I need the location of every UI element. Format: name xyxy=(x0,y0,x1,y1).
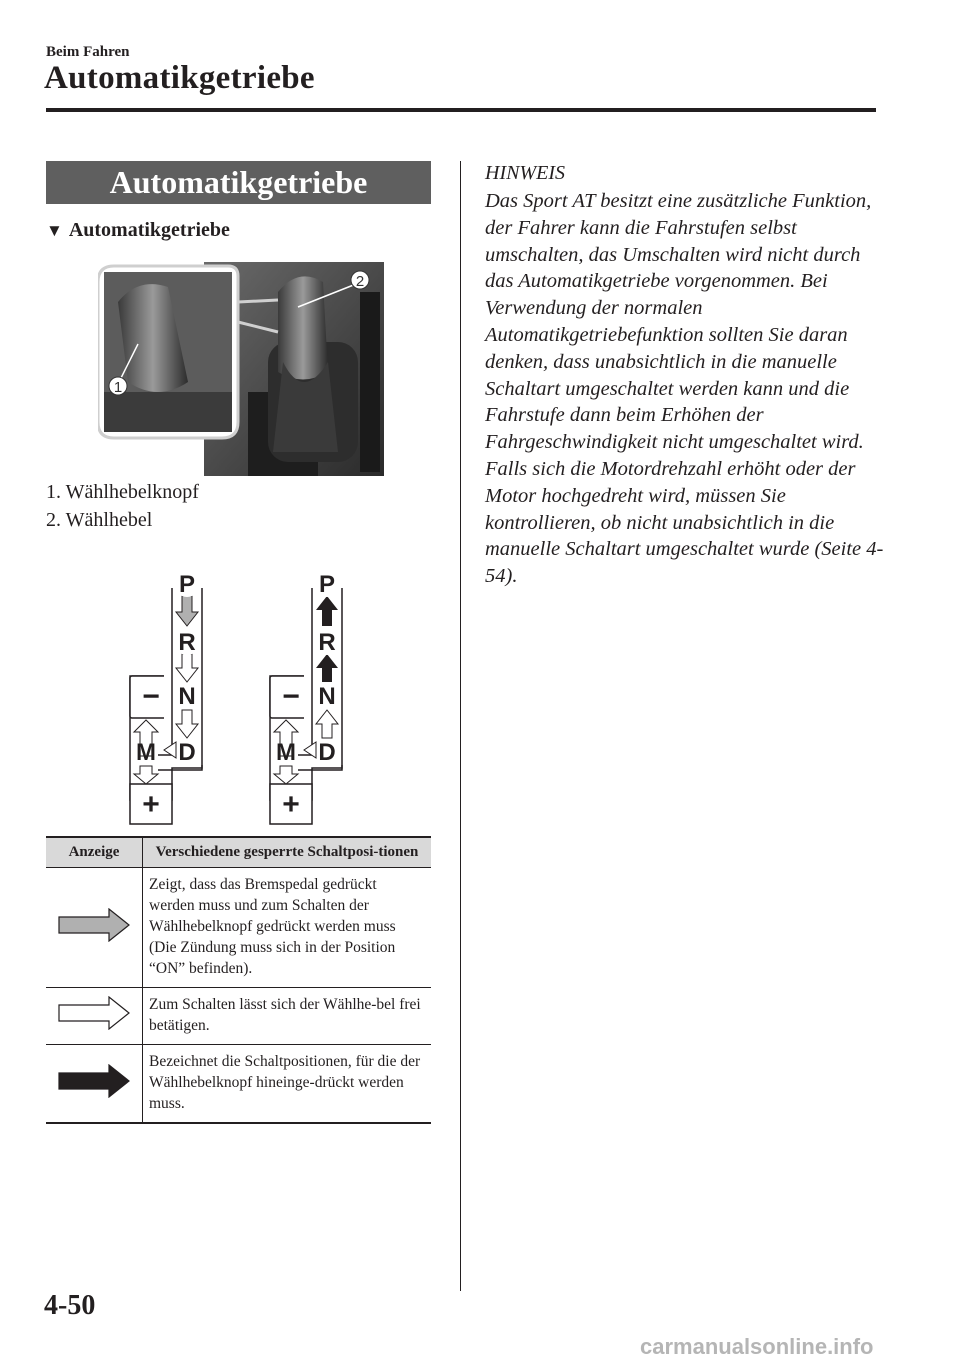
page-title: Automatikgetriebe xyxy=(44,60,315,96)
table-row xyxy=(46,1045,431,1124)
pos-n-right: N xyxy=(318,683,336,710)
table-header-row xyxy=(46,837,431,868)
pos-r-left: R xyxy=(178,629,196,656)
page-number: 4-50 xyxy=(44,1290,96,1321)
pos-plus-left: + xyxy=(142,788,160,821)
pos-plus-right: + xyxy=(282,788,300,821)
table-row xyxy=(46,988,431,1045)
callout-2-label: 2 xyxy=(355,273,365,290)
table-row xyxy=(46,868,431,988)
shift-pattern-diagrams xyxy=(120,560,380,825)
watermark: carmanualsonline.info xyxy=(640,1334,874,1359)
subheading xyxy=(46,219,230,242)
pos-d-left: D xyxy=(178,739,196,766)
row-text: Bezeichnet die Schaltpositionen, für die der Wählhebelknopf hineinge-drückt werden muss. xyxy=(143,1045,432,1124)
shift-lever xyxy=(278,276,328,379)
shift-pattern-left xyxy=(130,565,210,824)
column-divider xyxy=(460,161,461,1291)
pos-d-right: D xyxy=(318,739,336,766)
white-arrow-icon xyxy=(46,988,143,1045)
pos-p-right: P xyxy=(318,571,336,598)
note-body: Das Sport AT besitzt eine zusätzliche Funktion, der Fahrer kann die Fahrstufen selbst umschalten, das Umschalten wird nicht durch das Automatikgetriebe vorgenommen. Bei Verwendung der normalen Automatikgetriebefunktion sollten Sie daran denken, dass unabsichtlich in die manuelle Schaltart umgeschaltet werden kann und die Fahrstufe dann beim Erhöhen der Fahrgeschwindigkeit nicht umgeschaltet wird. Falls sich die Motordrehzahl erhöht oder der Motor hochgedreht wird, müssen Sie kontrollieren, ob nicht unabsichtlich in die manuelle Schaltart umgeschaltet wurde (Seite 4-54). xyxy=(485,190,884,588)
callout-1-label: 1 xyxy=(113,379,123,396)
pos-minus-left: − xyxy=(142,680,160,713)
pos-m-right: M xyxy=(276,739,296,766)
section-label: Beim Fahren xyxy=(46,44,130,60)
table-header-anzeige: Anzeige xyxy=(46,837,143,868)
pos-minus-right: − xyxy=(282,680,300,713)
indicator-table xyxy=(46,836,431,1124)
header-rule xyxy=(46,108,876,112)
note-title: HINWEIS xyxy=(485,162,565,184)
legend-item-1: 1. Wählhebelknopf xyxy=(46,481,199,503)
triangle-marker: ▼ xyxy=(46,221,63,240)
pos-n-left: N xyxy=(178,683,196,710)
subheading-text: Automatikgetriebe xyxy=(68,219,230,241)
section-banner: Automatikgetriebe xyxy=(46,161,431,204)
table-header-positions: Verschiedene gesperrte Schaltposi-tionen xyxy=(143,837,432,868)
pos-m-left: M xyxy=(136,739,156,766)
legend-item-2: 2. Wählhebel xyxy=(46,509,153,531)
row-text: Zeigt, dass das Bremspedal gedrückt werden muss und zum Schalten der Wählhebelknopf gedrückt werden muss (Die Zündung muss sich in der Position “ON” befinden). xyxy=(143,868,432,988)
black-arrow-icon xyxy=(46,1045,143,1124)
pos-r-right: R xyxy=(318,629,336,656)
gray-arrow-icon xyxy=(46,868,143,988)
shift-pattern-right xyxy=(270,565,350,824)
row-text: Zum Schalten lässt sich der Wählhe-bel frei betätigen. xyxy=(143,988,432,1045)
pos-p-left: P xyxy=(178,571,196,598)
shift-lever-photo xyxy=(98,262,384,476)
